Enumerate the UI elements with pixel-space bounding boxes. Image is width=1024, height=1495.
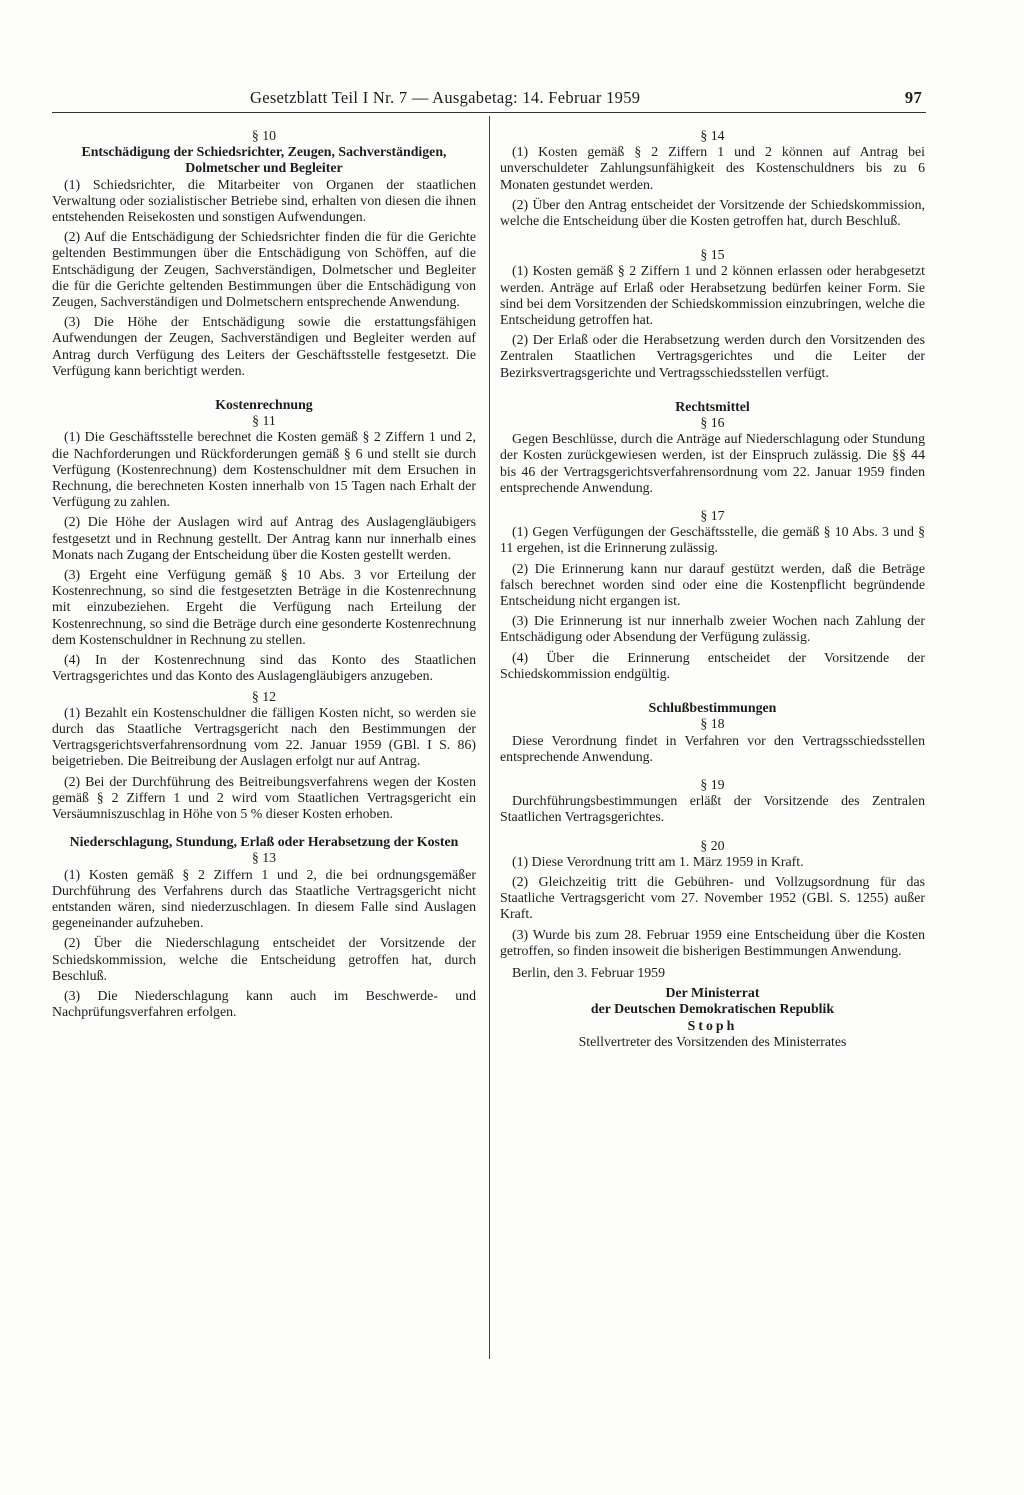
- gazette-title: Gesetzblatt Teil I Nr. 7 — Ausgabetag: 14. Februar 1959: [250, 88, 641, 107]
- section-11-para-4: (4) In der Kostenrechnung sind das Konto des Staatlichen Vertragsgerichtes und das Konto des Auslagengläubigers anzugeben.: [52, 652, 476, 684]
- section-13-number: § 13: [251, 850, 277, 866]
- section-11-para-1: (1) Die Geschäftsstelle berechnet die Kosten gemäß § 2 Ziffern 1 und 2, die Nachforderungen und Rückforderungen gemäß § 6 und stellt sie durch Verfügung (Kostenrechnung) dem Kostenschuldner mit dem Ersuchen in Rechnung, die berechneten Kosten innerhalb von 15 Tagen nach Erhalt der Verfügung zu zahlen.: [52, 429, 476, 510]
- section-11-para-3: (3) Ergeht eine Verfügung gemäß § 10 Abs. 3 vor Erteilung der Kostenrechnung, so sind die festgesetzten Beträge in die Kostenrechnung mit einzubeziehen. Ergeht die Verfügung nach Erteilung der Kostenrechnung, so sind die Beträge durch eine gesonderte Kostenrechnung dem Kostenschuldner in Rechnung zu stellen.: [52, 567, 476, 647]
- section-15-number: § 15: [700, 247, 725, 263]
- schlussbestimmungen-heading: Schlußbestimmungen: [648, 700, 777, 716]
- section-12-number: § 12: [251, 688, 277, 704]
- section-19-para-1: Durchführungsbestimmungen erläßt der Vorsitzende des Zentralen Staatlichen Vertragsgerichtes.: [500, 793, 925, 825]
- section-20-para-1: (1) Diese Verordnung tritt am 1. März 1959 in Kraft.: [512, 853, 804, 869]
- section-11-number: § 11: [252, 413, 276, 429]
- section-17-para-3: (3) Die Erinnerung ist nur innerhalb zweier Wochen nach Zahlung der Entschädigung oder Absendung der Verfügung zulässig.: [500, 613, 925, 645]
- section-15-para-2: (2) Der Erlaß oder die Herabsetzung werden durch den Vorsitzenden des Zentralen Staatlichen Vertragsgerichtes und die Leiter der Bezirksvertragsgerichte und Vertragsschiedsstellen verfügt.: [500, 332, 925, 380]
- section-14-para-2: (2) Über den Antrag entscheidet der Vorsitzende der Schiedskommission, welche die Entscheidung über die Kosten getroffen hat, durch Beschluß.: [500, 196, 925, 229]
- section-16-number: § 16: [700, 415, 725, 431]
- page-number: 97: [904, 88, 922, 107]
- section-14-number: § 14: [700, 128, 725, 143]
- section-13-para-1: (1) Kosten gemäß § 2 Ziffern 1 und 2, die bei ordnungsgemäßer Durchführung des Verfahrens durch das Staatliche Vertragsgericht nicht entstanden wären, sind niederzuschlagen. In diesem Falle sind Auslagen gegeneinander aufzuheben.: [52, 866, 476, 931]
- rechtsmittel-heading: Rechtsmittel: [675, 398, 750, 414]
- section-20-para-2: (2) Gleichzeitig tritt die Gebühren- und Vollzugsordnung für das Staatliche Vertragsgericht vom 27. November 1952 (GBl. S. 1255) außer Kraft.: [500, 873, 925, 922]
- section-11-para-2: (2) Die Höhe der Auslagen wird auf Antrag des Auslagengläubigers festgesetzt und in Rechnung gestellt. Der Antrag kann nur innerhalb eines Monats nach Zugang der Entscheidung über die Kosten gestellt werden.: [52, 514, 476, 562]
- column-divider: [489, 116, 490, 1359]
- section-20-number: § 20: [700, 837, 725, 853]
- section-20-para-3: (3) Wurde bis zum 28. Februar 1959 eine Entscheidung über die Kosten getroffen, so finden insoweit die bisherigen Bestimmungen Anwendung.: [500, 926, 925, 958]
- section-10-heading: Entschädigung der Schiedsrichter, Zeugen, Sachverständigen, Dolmetscher und Begleiter: [81, 144, 447, 176]
- signatory-name: Stoph: [687, 1017, 738, 1033]
- section-18-para-1: Diese Verordnung findet in Verfahren vor den Vertragsschiedsstellen entsprechende Anwendung.: [500, 732, 925, 764]
- section-17-para-1: (1) Gegen Verfügungen der Geschäftsstelle, die gemäß § 10 Abs. 3 und § 11 ergehen, ist die Erinnerung zulässig.: [500, 524, 925, 556]
- section-16-para-1: Gegen Beschlüsse, durch die Anträge auf Niederschlagung oder Stundung der Kosten zurückgewiesen werden, ist der Einspruch zulässig. Die §§ 44 bis 46 der Vertragsgerichtsverfahrensordnung vom 22. Januar 1959 finden entsprechende Anwendung.: [500, 431, 925, 495]
- section-10-para-1: (1) Schiedsrichter, die Mitarbeiter von Organen der staatlichen Verwaltung oder sozialistischer Betriebe sind, erhalten von diesen die ihnen entstehenden Reisekosten und sonstigen Aufwendungen.: [52, 176, 476, 225]
- section-12-para-1: (1) Bezahlt ein Kostenschuldner die fälligen Kosten nicht, so werden sie durch das Staatliche Vertragsgericht nach den Bestimmungen der Vertragsgerichtsverfahrensordnung vom 22. Januar 1959 (GBl. I S. 86) beigetrieben. Die Beitreibung der Auslagen erfolgt nur auf Antrag.: [52, 704, 476, 769]
- signatory-role: Stellvertreter des Vorsitzenden des Ministerrates: [578, 1033, 847, 1049]
- signature-body-2: der Deutschen Demokratischen Republik: [590, 1001, 835, 1017]
- right-column: [500, 128, 925, 1050]
- signature-body: Der Ministerrat: [665, 985, 760, 1001]
- section-14-para-1: (1) Kosten gemäß § 2 Ziffern 1 und 2 können auf Antrag bei unverschuldeter Zahlungsunfähigkeit des Kostenschuldners bis zu 6 Monaten gestundet werden.: [500, 144, 925, 192]
- section-17-para-2: (2) Die Erinnerung kann nur darauf gestützt werden, daß die Beträge falsch berechnet worden sind oder eine die Kostenpflicht begründende Entscheidung nicht ergangen ist.: [500, 560, 925, 609]
- section-18-number: § 18: [700, 716, 725, 732]
- header-rule: [52, 112, 926, 113]
- section-17-para-4: (4) Über die Erinnerung entscheidet der Vorsitzende der Schiedskommission endgültig.: [500, 649, 925, 681]
- section-10-number: § 10: [251, 128, 277, 143]
- section-17-number: § 17: [700, 508, 725, 524]
- left-column: [52, 128, 476, 1024]
- section-12-para-2: (2) Bei der Durchführung des Beitreibungsverfahrens wegen der Kosten gemäß § 2 Ziffern 1 und 2 wird vom Staatlichen Vertragsgericht ein Versäumniszuschlag in Höhe von 5 % dieser Kosten erhoben.: [52, 773, 476, 821]
- section-19-number: § 19: [700, 776, 725, 792]
- niederschlagung-heading: Niederschlagung, Stundung, Erlaß oder Herabsetzung der Kosten: [69, 834, 459, 850]
- section-13-para-3: (3) Die Niederschlagung kann auch im Beschwerde- und Nachprüfungsverfahren erfolgen.: [52, 987, 476, 1020]
- section-13-para-2: (2) Über die Niederschlagung entscheidet der Vorsitzende der Schiedskommission, welche die Entscheidung getroffen hat, durch Beschluß.: [52, 935, 476, 983]
- section-10-para-3: (3) Die Höhe der Entschädigung sowie die erstattungsfähigen Aufwendungen der Zeugen, Sachverständigen und Begleiter werden auf Antrag durch Verfügung des Leiters der Geschäftsstelle festgesetzt. Die Verfügung kann berichtigt werden.: [52, 314, 476, 378]
- section-15-para-1: (1) Kosten gemäß § 2 Ziffern 1 und 2 können erlassen oder herabgesetzt werden. Anträge auf Erlaß oder Herabsetzung bedürfen keiner Form. Sie sind bei dem Vorsitzenden der Schiedskommission einzubringen, welche die Entscheidung getroffen hat.: [500, 263, 925, 328]
- section-10-para-2: (2) Auf die Entschädigung der Schiedsrichter finden die für die Gerichte geltenden Bestimmungen über die Entschädigung von Schöffen, auf die Entschädigung der Zeugen, Sachverständigen, Dolmetscher und Begleiter die für die Gerichte geltenden Bestimmungen über die Entschädigung von Zeugen, Sachverständigen und Dolmetschern entsprechende Anwendung.: [52, 229, 476, 310]
- kostenrechnung-heading: Kostenrechnung: [215, 397, 313, 413]
- signature-place-date: Berlin, den 3. Februar 1959: [512, 964, 666, 980]
